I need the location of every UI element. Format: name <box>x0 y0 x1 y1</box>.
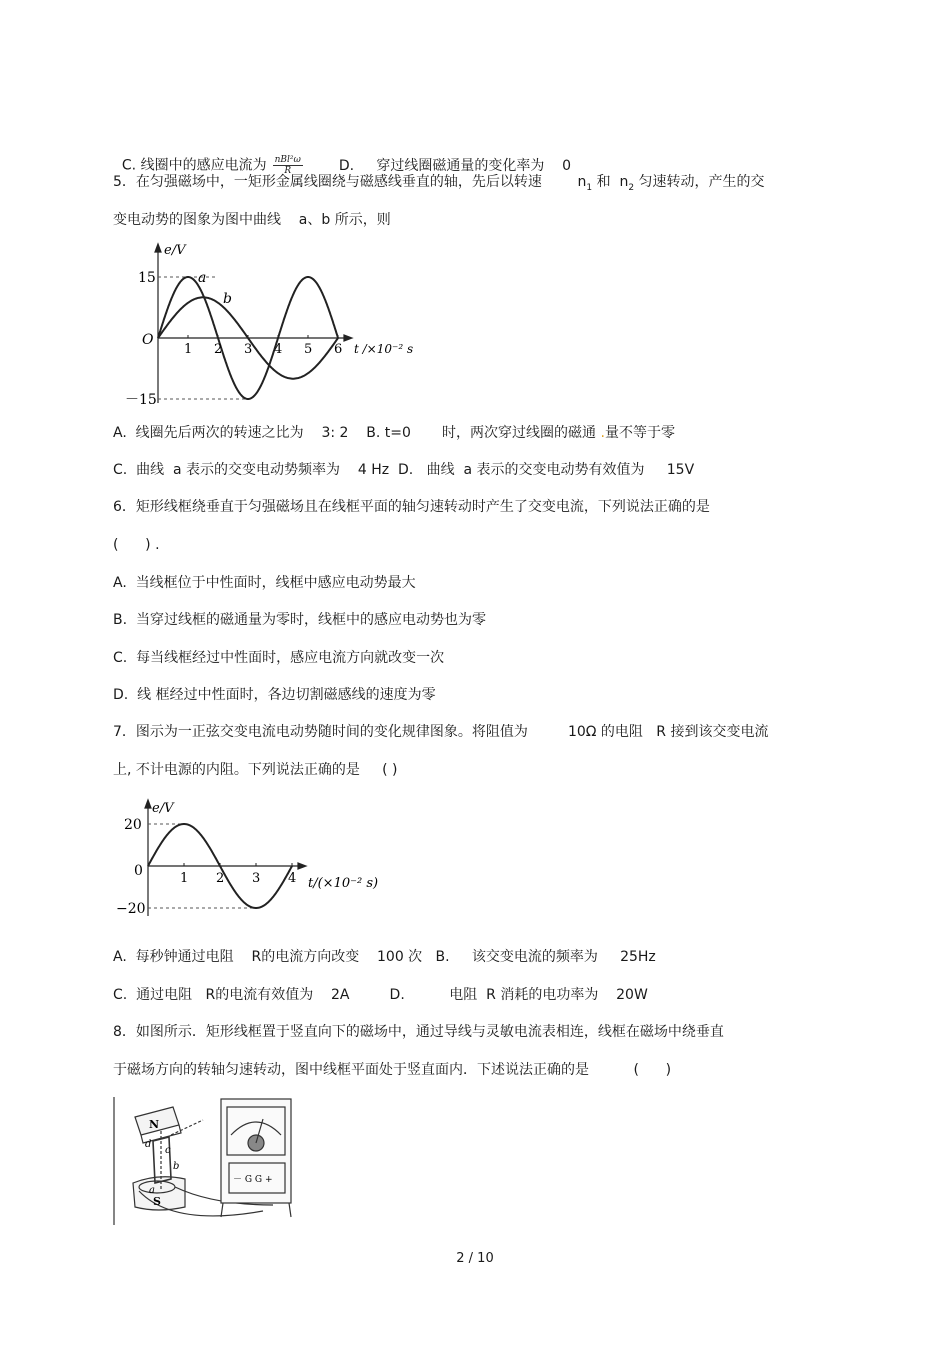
question-7: 7．图示为一正弦交变电流电动势随时间的变化规律图象。将阻值为 10Ω 的电阻 R 接到该交变电流 <box>113 724 769 740</box>
y-tick-top-2: 20 <box>124 817 142 833</box>
label-S: S <box>153 1195 161 1208</box>
q7-options-cd: C. 通过电阻 R的电流有效值为 2A D. 电阻 R 消耗的电功率为 20W <box>113 987 648 1003</box>
origin-label-2: 0 <box>134 863 143 879</box>
x-tick-label: 4 <box>274 342 283 357</box>
question-8: 8．如图所示．矩形线框置于竖直向下的磁场中，通过导线与灵敏电流表相连，线框在磁场中绕垂直 <box>113 1024 724 1040</box>
y-label-2: e/V <box>152 801 174 816</box>
y-tick-top: 15 <box>138 270 156 286</box>
graph-1 <box>120 240 420 415</box>
q5-options-ab: A. 线圈先后两次的转速之比为 3: 2 B. t=0 时，两次穿过线圈的磁通 .量不等于零 <box>113 425 675 441</box>
q7-options-ab: A. 每秒钟通过电阻 R的电流方向改变 100 次 B. 该交变电流的频率为 25Hz <box>113 949 656 965</box>
question-7-cont: 上, 不计电源的内阻。下列说法正确的是 ( ) <box>113 762 398 778</box>
q6-option-d: D. 线 框经过中性面时，各边切割磁感线的速度为零 <box>113 687 436 703</box>
question-5-cont: 变电动势的图象为图中曲线 a、b 所示，则 <box>113 212 391 228</box>
label-a: a <box>149 1185 155 1196</box>
option-c-current: C. 线圈中的感应电流为 $\frac{\text{nBl²ω}}{R}$ D. 穿过线圈磁通量的变化率为 0 <box>121 155 572 176</box>
x-tick-label-2: 2 <box>216 871 225 886</box>
coil <box>153 1137 171 1183</box>
question-6: 6．矩形线框绕垂直于匀强磁场且在线框平面的轴匀速转动时产生了交变电流，下列说法正确的是 <box>113 499 710 515</box>
x-tick-label-2: 3 <box>252 871 261 886</box>
q5-options-cd: C. 曲线 a 表示的交变电动势频率为 4 Hz D. 曲线 a 表示的交变电动势有效值为 15V <box>113 462 695 478</box>
x-tick-label: 3 <box>244 342 253 357</box>
x-label: t /×10⁻² s <box>354 342 414 356</box>
x-tick-label: 2 <box>214 342 223 357</box>
x-label-2: t/(×10⁻² s) <box>308 876 379 891</box>
y-label: e/V <box>164 243 186 258</box>
x-tick-label: 5 <box>304 342 313 357</box>
meter-terminals: － G G + <box>233 1175 273 1185</box>
q6-option-a: A. 当线框位于中性面时，线框中感应电动势最大 <box>113 575 416 591</box>
q6-option-b: B. 当穿过线框的磁通量为零时，线框中的感应电动势也为零 <box>113 612 486 628</box>
y-tick-bottom: －15 <box>125 392 157 408</box>
x-tick-label-2: 1 <box>180 871 189 886</box>
x-arrow <box>344 335 352 341</box>
generator-apparatus-figure <box>113 1095 298 1227</box>
page-number: 2 / 10 <box>456 1251 494 1266</box>
question-8-cont: 于磁场方向的转轴匀速转动，图中线框平面处于竖直面内．下述说法正确的是 ( ) <box>113 1062 672 1078</box>
label-d: d <box>145 1139 152 1150</box>
curve-a-label: a <box>198 270 207 286</box>
graph-2 <box>112 798 392 920</box>
label-b: b <box>173 1161 180 1172</box>
fraction-formula: $\frac{\text{nBl²ω}}{R}$ <box>274 155 301 176</box>
question-6-bracket: ( ) . <box>113 537 160 553</box>
question-5: 5．在匀强磁场中，一矩形金属线圈绕与磁感线垂直的轴，先后以转速 $n_1$ 和 $n_2$ 匀速转动，产生的交 <box>113 174 765 193</box>
x-tick-label: 1 <box>184 342 193 357</box>
label-c: c <box>165 1145 171 1156</box>
label-N: N <box>149 1118 160 1131</box>
x-tick-label: 6 <box>334 342 343 357</box>
x-tick-label-2: 4 <box>288 871 297 886</box>
origin-label: O <box>142 332 154 348</box>
curve-b-label: b <box>223 291 232 307</box>
y-tick-bottom-2: −20 <box>116 901 146 917</box>
y-arrow <box>155 244 161 252</box>
q6-option-c: C. 每当线框经过中性面时，感应电流方向就改变一次 <box>113 650 445 666</box>
